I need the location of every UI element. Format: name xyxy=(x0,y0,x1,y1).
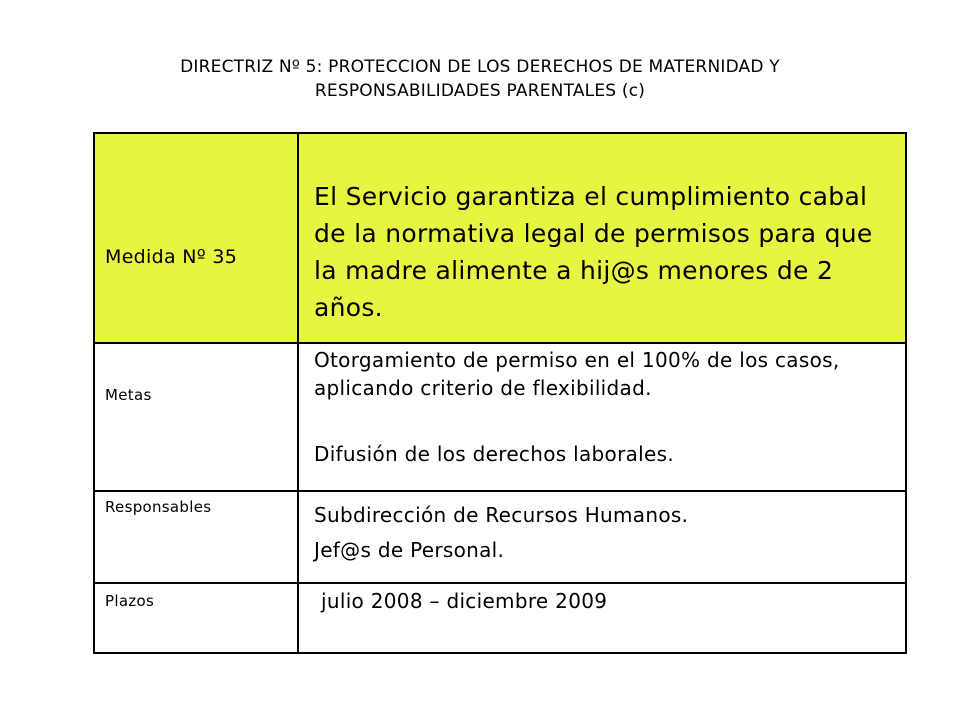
measure-text-cell xyxy=(298,133,906,343)
measure-text: El Servicio garantiza el cumplimiento cabal de la normativa legal de permisos para que la madre alimente a hij@s menores de 2 años. xyxy=(314,182,873,322)
measure-row xyxy=(94,133,906,343)
heading-line-1: DIRECTRIZ Nº 5: PROTECCION DE LOS DERECHOS DE MATERNIDAD Y xyxy=(180,57,780,77)
responsables-label: Responsables xyxy=(105,498,212,516)
plazos-value: julio 2008 – diciembre 2009 xyxy=(321,589,608,613)
plazos-label-cell xyxy=(94,583,298,653)
plazos-label: Plazos xyxy=(105,592,155,610)
metas-label: Metas xyxy=(105,386,152,404)
measure-label: Medida Nº 35 xyxy=(105,246,238,268)
metas-content-cell xyxy=(298,343,906,491)
heading-line-2: RESPONSABILIDADES PARENTALES (c) xyxy=(314,81,646,101)
metas-row xyxy=(94,343,906,491)
responsables-row xyxy=(94,491,906,583)
responsables-line-2: Jef@s de Personal. xyxy=(314,538,505,562)
measure-label-cell xyxy=(94,133,298,343)
responsables-content-cell xyxy=(298,491,906,583)
plazos-content-cell xyxy=(298,583,906,653)
plazos-row xyxy=(94,583,906,653)
metas-line-1: Otorgamiento de permiso en el 100% de los casos, aplicando criterio de flexibilidad. xyxy=(314,348,840,400)
responsables-line-1: Subdirección de Recursos Humanos. xyxy=(314,503,689,527)
metas-line-2: Difusión de los derechos laborales. xyxy=(314,442,674,466)
responsables-label-cell xyxy=(94,491,298,583)
measure-table xyxy=(93,132,907,654)
metas-label-cell xyxy=(94,343,298,491)
document-heading xyxy=(0,55,960,103)
